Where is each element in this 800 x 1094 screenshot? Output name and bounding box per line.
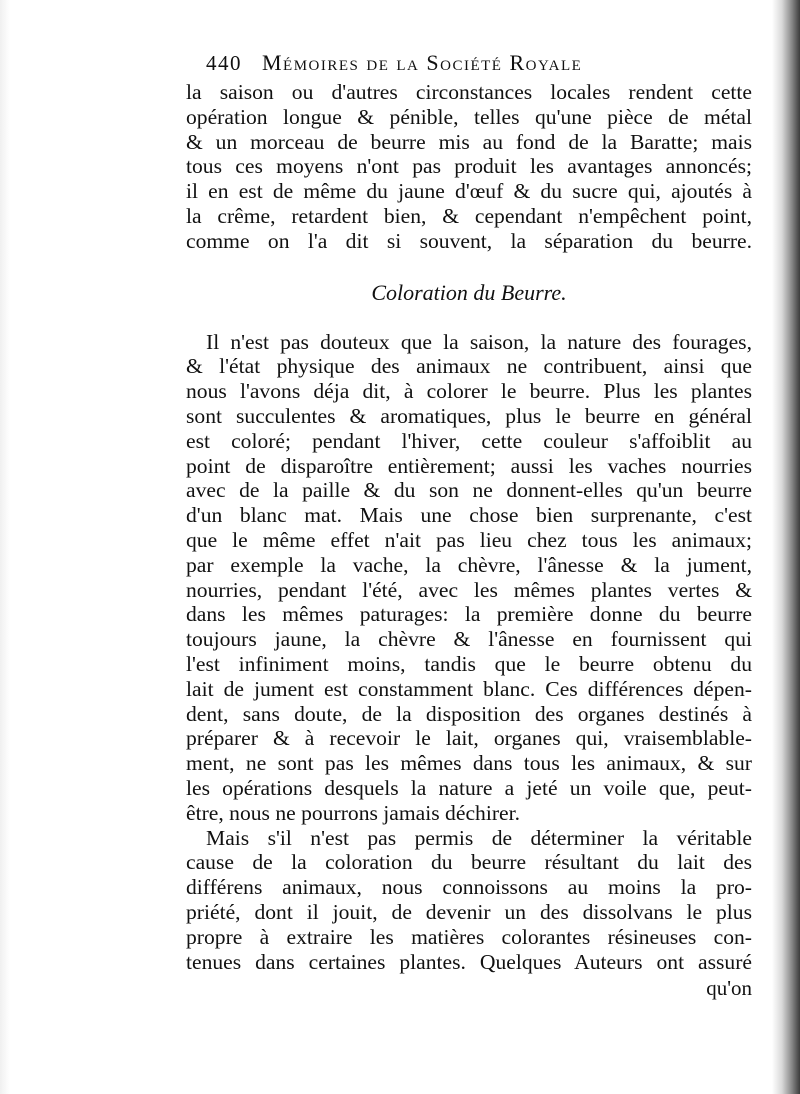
section-title: Coloration du Beurre. (371, 279, 567, 305)
text-line: nourries, pendant l'été, avec les mêmes plantes vertes & (186, 577, 752, 602)
text-line: l'est infiniment moins, tandis que le beurre obtenu du (186, 651, 752, 676)
paragraph-3 (186, 826, 752, 975)
text-line: les opérations desquels la nature a jeté un voile que, peut- (186, 775, 752, 800)
text-line: Il n'est pas douteux que la saison, la nature des fourages, (206, 329, 752, 354)
text-line: préparer & à recevoir le lait, organes qui, vraisemblable- (186, 726, 752, 751)
paragraph-2 (186, 330, 752, 826)
page-number: 440 (206, 51, 242, 75)
text-line: par exemple la vache, la chèvre, l'ânesse & la jument, (186, 552, 752, 577)
text-line: & l'état physique des animaux ne contribuent, ainsi que (186, 354, 752, 379)
text-line: d'un blanc mat. Mais une chose bien surprenante, c'est (186, 503, 752, 528)
text-line: ment, ne sont pas les mêmes dans tous les animaux, & sur (186, 751, 752, 776)
text-line: que le même effet n'ait pas lieu chez tous les animaux; (186, 527, 752, 552)
text-line: Mais s'il n'est pas permis de déterminer la véritable (206, 825, 752, 850)
running-head (206, 50, 752, 80)
text-line: est coloré; pendant l'hiver, cette couleur s'affoiblit au (186, 428, 752, 453)
catchword: qu'on (706, 976, 752, 1001)
text-line: dans les mêmes paturages: la première donne du beurre (186, 602, 752, 627)
book-page (186, 50, 752, 1001)
text-line: nous l'avons déja dit, à colorer le beurre. Plus les plantes (186, 379, 752, 404)
text-line: tenues dans certaines plantes. Quelques Auteurs ont assuré (186, 949, 752, 974)
text-line: dent, sans doute, de la disposition des organes destinés à (186, 701, 752, 726)
page-gutter-shadow (0, 0, 10, 1094)
text-line: la crême, retardent bien, & cependant n'empêchent point, (186, 203, 752, 228)
text-line: & un morceau de beurre mis au fond de la Baratte; mais (186, 129, 752, 154)
text-line: la saison ou d'autres circonstances locales rendent cette (186, 80, 752, 104)
page-edge-shadow (772, 0, 800, 1094)
text-line: toujours jaune, la chèvre & l'ânesse en fournissent qui (186, 627, 752, 652)
text-line: sont succulentes & aromatiques, plus le beurre en général (186, 403, 752, 428)
text-line: propre à extraire les matières colorantes résineuses con- (186, 924, 752, 949)
text-line: tous ces moyens n'ont pas produit les avantages annoncés; (186, 154, 752, 179)
running-title: Mémoires de la Société Royale (262, 50, 583, 75)
paragraph-1 (186, 80, 752, 254)
text-line: avec de la paille & du son ne donnent-elles qu'un beurre (186, 478, 752, 503)
text-line: cause de la coloration du beurre résultant du lait des (186, 850, 752, 875)
text-line: être, nous ne pourrons jamais déchirer. (186, 800, 520, 825)
text-line: lait de jument est constamment blanc. Ces différences dépen- (186, 676, 752, 701)
text-line: point de disparoître entièrement; aussi les vaches nourries (186, 453, 752, 478)
text-line: comme on l'a dit si souvent, la séparation du beurre. (186, 228, 752, 253)
text-line: opération longue & pénible, telles qu'une pièce de métal (186, 104, 752, 129)
text-line: différens animaux, nous connoissons au moins la pro- (186, 875, 752, 900)
text-line: priété, dont il jouit, de devenir un des dissolvans le plus (186, 899, 752, 924)
text-line: il en est de même du jaune d'œuf & du sucre qui, ajoutés à (186, 179, 752, 204)
